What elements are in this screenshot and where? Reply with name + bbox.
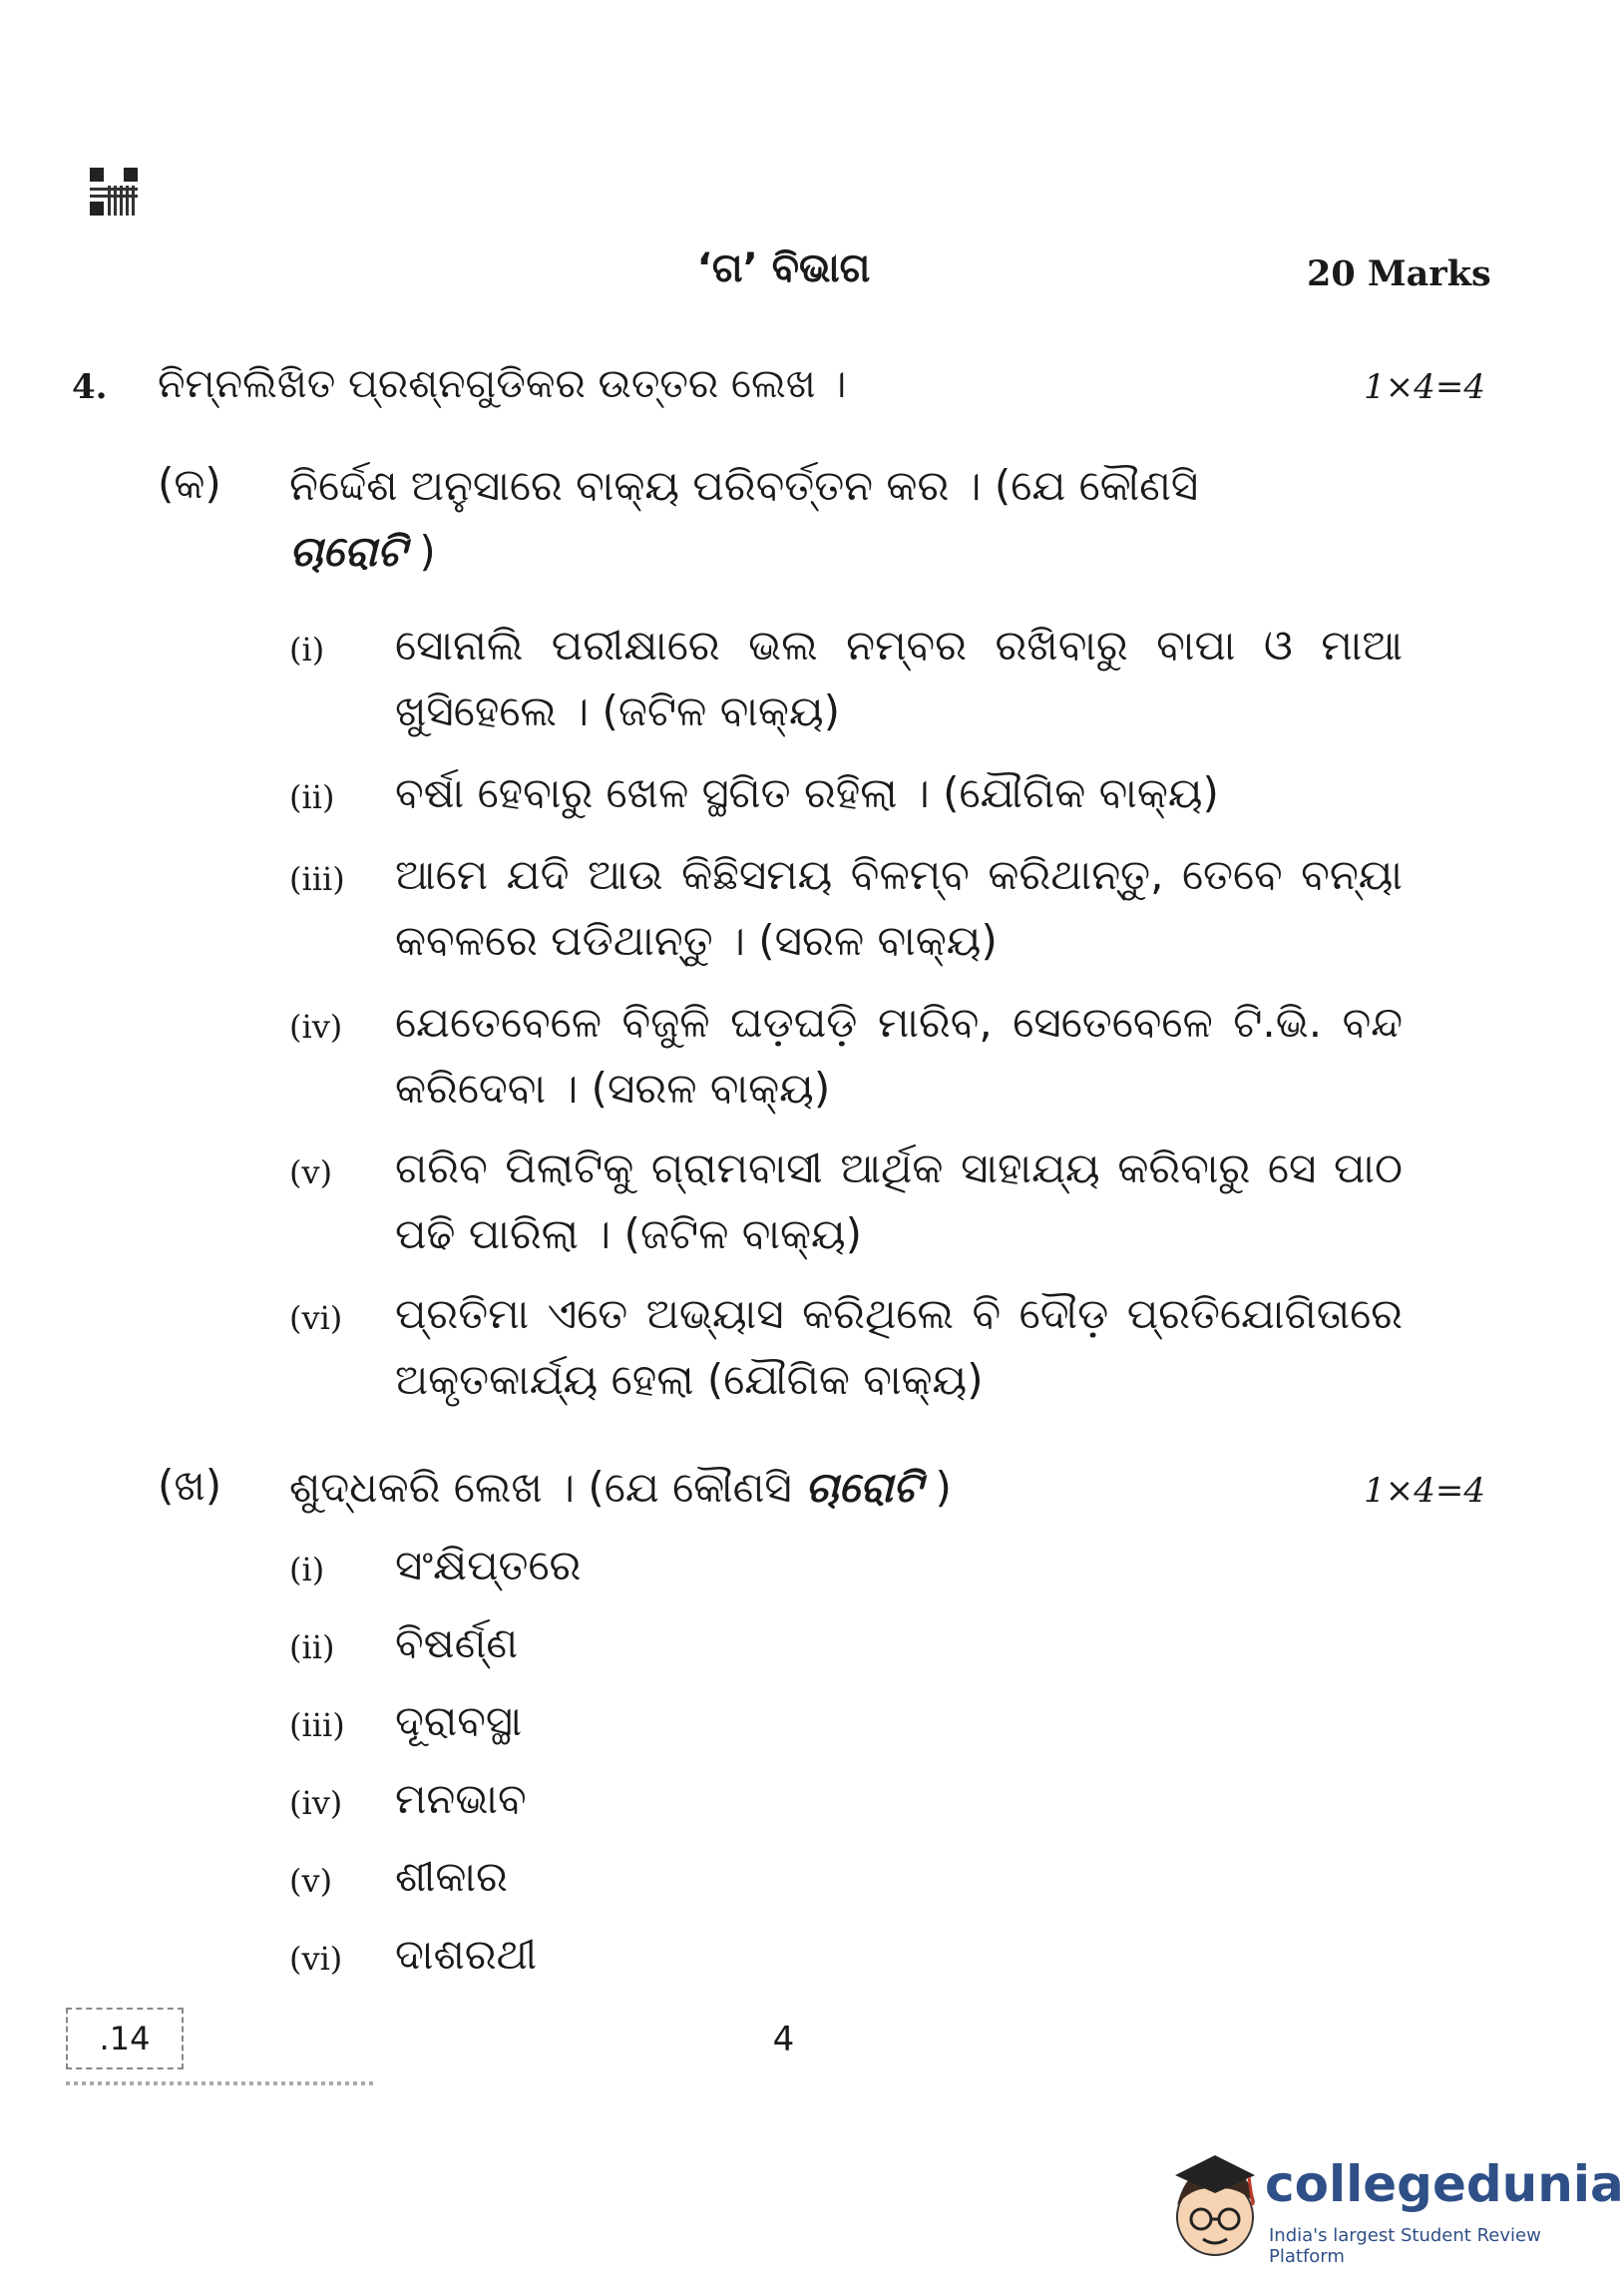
part-ka-emphasis: ଚାରୋଟି (289, 527, 407, 576)
footer-divider (66, 2081, 375, 2085)
part-ka-item: ଗରିବ ପିଲାଟିକୁ ଗ୍ରାମବାସୀ ଆର୍ଥିକ ସାହାଯ୍ୟ କରିବାରୁ ସେ ପାଠ ପଢି ପାରିଲା । (ଜଟିଳ ବାକ୍ୟ) (395, 1143, 1403, 1258)
watermark-brand: collegedunia (1265, 2155, 1624, 2213)
part-ka-item-num: (v) (289, 1153, 333, 1191)
section-marks: 20 Marks (1307, 253, 1491, 294)
part-ka-instruction-end: ) (419, 527, 436, 576)
paper-code: .14 (66, 2008, 184, 2069)
part-kha-item-num: (ii) (289, 1628, 335, 1666)
part-kha-marks: 1×4=4 (1364, 1471, 1485, 1511)
part-ka-item-num: (i) (289, 631, 325, 669)
part-kha-label: (ଖ) (158, 1461, 222, 1510)
part-ka-instruction (289, 453, 1403, 585)
part-kha-emphasis: ଚାରୋଟି (805, 1463, 923, 1512)
part-ka-instruction-text: ନିର୍ଦ୍ଦେଶ ଅନୁସାରେ ବାକ୍ୟ ପରିବର୍ତ୍ତନ କର । (ଯେ କୌଣସି (289, 461, 1199, 510)
part-ka-item: ବର୍ଷା ହେବାରୁ ଖେଳ ସ୍ଥଗିତ ରହିଲା । (ଯୌଗିକ ବାକ୍ୟ) (395, 768, 1219, 817)
part-kha-item: ମନଭାବ (395, 1774, 527, 1823)
part-kha-item-num: (v) (289, 1862, 333, 1900)
part-ka-item-num: (iv) (289, 1008, 343, 1046)
part-kha-instruction-end: ) (935, 1463, 952, 1512)
part-ka-item-num: (vi) (289, 1299, 343, 1337)
part-kha-item: ସଂକ୍ଷିପ୍ତରେ (395, 1541, 582, 1590)
part-ka-item-num: (iii) (289, 860, 345, 898)
part-kha-instruction-text: ଶୁଦ୍ଧକରି ଲେଖ । (ଯେ କୌଣସି (289, 1463, 792, 1512)
part-ka-item: ଆମେ ଯଦି ଆଉ କିଛିସମୟ ବିଳମ୍ବ କରିଥାନ୍ତୁ, ତେବେ ବନ୍ୟା କବଳରେ ପଡିଥାନ୍ତୁ । (ସରଳ ବାକ୍ୟ) (395, 850, 1403, 965)
question-number: 4. (72, 367, 108, 407)
part-kha-item: ଶୀକାର (395, 1852, 508, 1901)
question-text: ନିମ୍ନଲିଖିତ ପ୍ରଶ୍ନଗୁଡିକର ଉତ୍ତର ଲେଖ । (158, 361, 847, 407)
part-kha-item-num: (vi) (289, 1940, 343, 1978)
part-kha-item: ଦୂରାବସ୍ଥା (395, 1696, 523, 1745)
part-kha-item-num: (iii) (289, 1706, 345, 1744)
part-kha-item: ବିଷର୍ଣ୍ଣ (395, 1618, 519, 1667)
section-title: ‘ଗ’ ବିଭାଗ (696, 245, 871, 291)
part-ka-item: ସୋନାଲି ପରୀକ୍ଷାରେ ଭଲ ନମ୍ବର ରଖିବାରୁ ବାପା ଓ ମାଆ ଖୁସିହେଲେ । (ଜଟିଳ ବାକ୍ୟ) (395, 621, 1403, 735)
part-ka-label: (କ) (158, 459, 221, 508)
part-ka-item: ପ୍ରତିମା ଏତେ ଅଭ୍ୟାସ କରିଥିଲେ ବି ଦୌଡ଼ ପ୍ରତିଯୋଗିତାରେ ଅକୃତକାର୍ଯ୍ୟ ହେଲା (ଯୌଗିକ ବାକ୍ୟ) (395, 1289, 1403, 1404)
watermark-tagline: India's largest Student Review Platform (1269, 2225, 1541, 2267)
page-number: 4 (772, 2020, 795, 2059)
part-kha-instruction (289, 1455, 952, 1521)
part-ka-item-num: (ii) (289, 778, 335, 816)
part-ka-item: ଯେତେବେଳେ ବିଜୁଳି ଘଡ଼ଘଡ଼ି ମାରିବ, ସେତେବେଳେ ଟି.ଭି. ବନ୍ଦ କରିଦେବା । (ସରଳ ବାକ୍ୟ) (395, 998, 1403, 1113)
part-kha-item-num: (iv) (289, 1784, 343, 1822)
qr-code (88, 166, 140, 218)
question-marks: 1×4=4 (1364, 367, 1485, 407)
part-kha-item-num: (i) (289, 1551, 325, 1589)
part-kha-item: ଦାଶରଥୀ (395, 1930, 538, 1979)
